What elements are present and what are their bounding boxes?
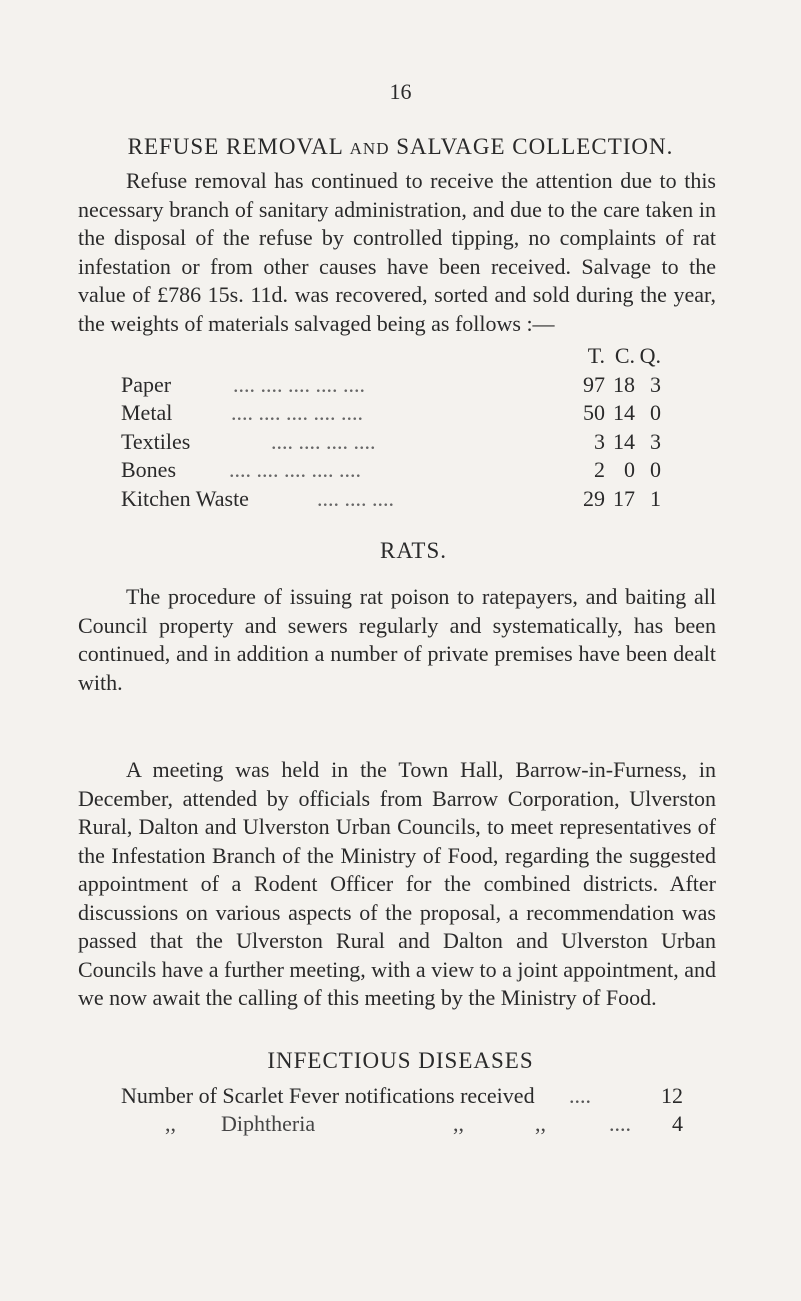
rats-paragraph-2: A meeting was held in the Town Hall, Barrow-in-Furness, in December, attended by officials from Barrow Corporation, Ulverston Rural, Dalton and Ulverston Urban Councils, to meet representatives of the Infestation Branch of the Ministry of Food, regarding the suggested appointment of a Rodent Officer for the combined districts. After discussions on various aspects of the proposal, a recommendation was passed that the Ulverston Rural and Dalton and Ulverston Urban Councils have a further meeting, with a view to a joint appointment, and we now await the calling of this meeting by the Ministry of Food. xyxy=(78,757,716,1010)
table-row xyxy=(121,371,661,400)
page-number: 16 xyxy=(389,79,412,104)
refuse-heading-part2: SALVAGE COLLECTION. xyxy=(396,134,674,159)
infectious-diseases-heading: INFECTIOUS DISEASES xyxy=(267,1048,534,1073)
row-label: Textiles xyxy=(121,428,191,454)
leader-dots: .... .... .... xyxy=(317,485,394,511)
column-header-cwt: C. xyxy=(614,343,635,368)
diphtheria-label: Diphtheria xyxy=(221,1111,316,1136)
tons-value: 29 xyxy=(583,485,605,511)
table-row xyxy=(121,399,661,428)
qtr-value: 3 xyxy=(650,428,661,454)
leader-dots: .... .... .... .... .... xyxy=(233,371,365,397)
row-label: Paper xyxy=(121,371,172,397)
leader-dots: .... .... .... .... .... xyxy=(229,457,361,482)
leader-dots: .... .... .... .... .... xyxy=(231,400,363,425)
rats-paragraph-1: The procedure of issuing rat poison to ratepayers, and baiting all Council property and sewers regularly and systematically, has been continued, and in addition a number of private premises have been dealt with. xyxy=(78,584,716,695)
refuse-heading-part1: REFUSE REMOVAL xyxy=(127,134,343,159)
row-label: Bones xyxy=(121,457,176,482)
refuse-paragraph: Refuse removal has continued to receive the attention due to this necessary branch of sanitary administration, and due to the care taken in the disposal of the refuse by controlled tipping, no complaints of rat infestation or from other causes have been received. Salvage to the value of £786 15s. 11d. was recovered, sorted and sold during the year, the weights of materials salvaged being as follows :— xyxy=(78,168,716,336)
salvage-table xyxy=(121,342,661,513)
scarlet-fever-label: Number of Scarlet Fever notifications received xyxy=(121,1083,535,1108)
cwt-value: 17 xyxy=(613,485,635,511)
table-row xyxy=(121,428,661,457)
refuse-heading-and: AND xyxy=(349,139,390,158)
tons-value: 2 xyxy=(594,457,605,482)
leader-dots: .... xyxy=(569,1083,591,1108)
qtr-value: 1 xyxy=(650,485,661,511)
leader-dots: .... .... .... .... xyxy=(271,428,376,454)
tons-value: 50 xyxy=(583,400,605,425)
refuse-heading xyxy=(0,134,801,160)
table-row xyxy=(121,456,661,485)
qtr-value: 0 xyxy=(650,400,661,425)
qtr-value: 0 xyxy=(650,457,661,482)
column-header-qtr: Q. xyxy=(639,343,661,368)
diphtheria-count: 4 xyxy=(672,1111,683,1136)
qtr-value: 3 xyxy=(650,371,661,397)
salvage-table-header xyxy=(121,342,661,371)
row-label: Kitchen Waste xyxy=(121,485,249,511)
row-label: Metal xyxy=(121,400,173,425)
cwt-value: 14 xyxy=(613,400,635,425)
ditto-mark: ,, xyxy=(535,1111,546,1136)
rats-heading: RATS. xyxy=(380,538,447,563)
table-row xyxy=(121,485,661,514)
scarlet-fever-count: 12 xyxy=(661,1083,683,1108)
cwt-value: 14 xyxy=(613,428,635,454)
ditto-mark: ,, xyxy=(165,1111,176,1136)
column-header-tons: T. xyxy=(587,343,605,368)
cwt-value: 0 xyxy=(624,457,635,482)
cwt-value: 18 xyxy=(613,371,635,397)
tons-value: 97 xyxy=(583,371,605,397)
ditto-mark: ,, xyxy=(453,1111,464,1136)
tons-value: 3 xyxy=(594,428,605,454)
leader-dots: .... xyxy=(609,1111,631,1136)
diphtheria-row xyxy=(121,1109,681,1139)
scarlet-fever-row xyxy=(121,1081,681,1111)
